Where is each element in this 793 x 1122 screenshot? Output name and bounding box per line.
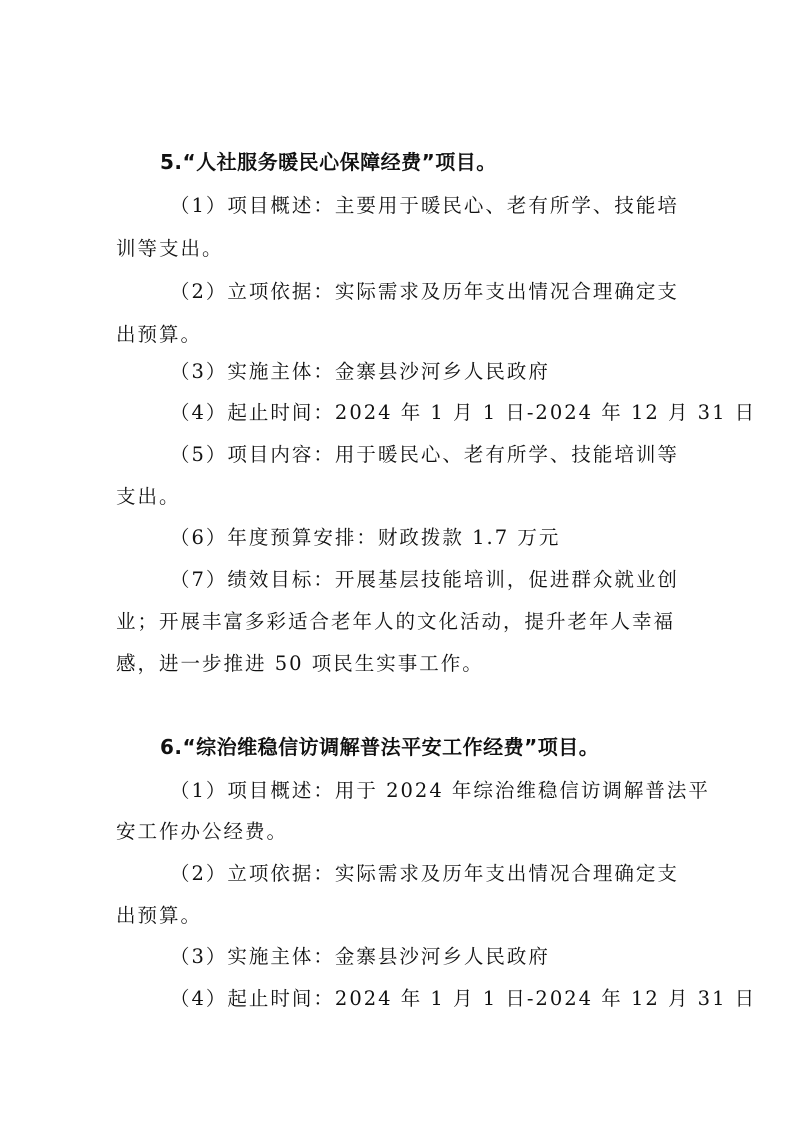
section-6-item-1-line-2: 安工作办公经费。 bbox=[116, 820, 289, 843]
section-5-item-5-line-1: （5）项目内容：用于暖民心、老有所学、技能培训等 bbox=[170, 443, 679, 466]
section-5-item-2-line-1: （2）立项依据：实际需求及历年支出情况合理确定支 bbox=[170, 280, 679, 303]
section-5-item-2-line-2: 出预算。 bbox=[116, 323, 203, 346]
section-5-item-3-line-1: （3）实施主体：金寨县沙河乡人民政府 bbox=[170, 360, 550, 383]
section-5-item-5-line-2: 支出。 bbox=[116, 485, 181, 508]
section-5-item-1-line-2: 训等支出。 bbox=[116, 237, 224, 260]
section-6-item-2-line-1: （2）立项依据：实际需求及历年支出情况合理确定支 bbox=[170, 862, 679, 885]
section-5-item-7-line-2: 业；开展丰富多彩适合老年人的文化活动，提升老年人幸福 bbox=[116, 610, 676, 633]
section-5-item-7-line-1: （7）绩效目标：开展基层技能培训，促进群众就业创 bbox=[170, 568, 679, 591]
section-6-item-1-line-1: （1）项目概述：用于 2024 年综治维稳信访调解普法平 bbox=[170, 779, 710, 802]
section-5-heading: 5.“人社服务暖民心保障经费”项目。 bbox=[160, 150, 497, 174]
section-5-item-4-line-1: （4）起止时间：2024 年 1 月 1 日-2024 年 12 月 31 日 bbox=[170, 401, 757, 424]
section-6-item-4-line-1: （4）起止时间：2024 年 1 月 1 日-2024 年 12 月 31 日 bbox=[170, 987, 757, 1010]
section-6-item-2-line-2: 出预算。 bbox=[116, 904, 203, 927]
section-5-item-7-line-3: 感，进一步推进 50 项民生实事工作。 bbox=[116, 652, 484, 675]
section-6-heading: 6.“综治维稳信访调解普法平安工作经费”项目。 bbox=[160, 735, 600, 759]
section-5-item-1-line-1: （1）项目概述：主要用于暖民心、老有所学、技能培 bbox=[170, 194, 679, 217]
section-5-item-6-line-1: （6）年度预算安排：财政拨款 1.7 万元 bbox=[170, 526, 561, 549]
section-6-item-3-line-1: （3）实施主体：金寨县沙河乡人民政府 bbox=[170, 945, 550, 968]
